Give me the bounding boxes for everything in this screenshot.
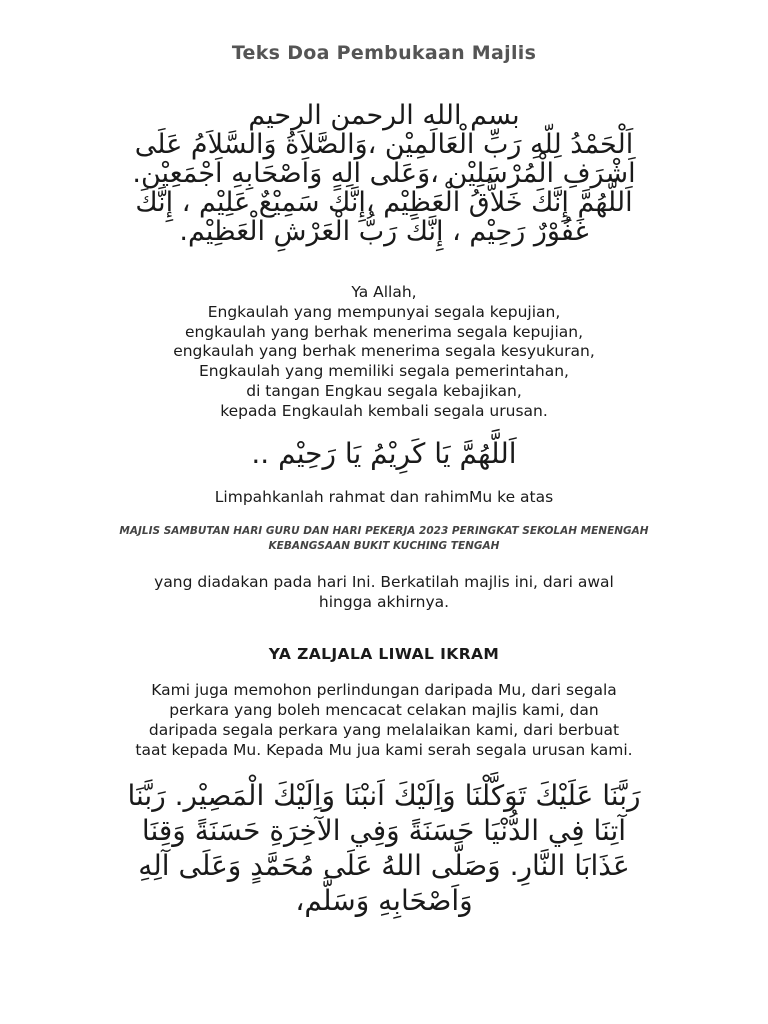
paragraph-line: daripada segala perkara yang melalaikan kami, dari berbuat [148,721,620,739]
event-line: MAJLIS SAMBUTAN HARI GURU DAN HARI PEKERJA 2023 PERINGKAT SEKOLAH MENENGAH [119,525,649,537]
arabic-line: بسم الله الرحمن الرحيم [248,100,520,131]
arabic-opening-prayer [80,101,688,246]
arabic-closing-prayer [80,778,688,918]
arabic-line: وَاَصْحَابِهِ وَسَلَّم، [295,884,473,917]
diadakan-paragraph [0,572,768,612]
arabic-line: اَللَّهُمَّ إِنَّكَ خَلاَّقُ الْعَظِيْم ،إِنَّكَ سَمِيْعٌ عَلِيْم ، إِنَّكَ [135,187,633,218]
meaning-line: Ya Allah, [351,283,417,301]
meaning-line: engkaulah yang berhak menerima segala kepujian, [184,322,584,341]
paragraph-line: Limpahkanlah rahmat dan rahimMu ke atas [214,488,554,506]
arabic-call [80,439,688,468]
arabic-line: اَللَّهُمَّ يَا كَرِيْمُ يَا رَحِيْم .. [251,437,517,470]
paragraph-line: perkara yang boleh mencacat celakan majlis kami, dan [169,701,599,719]
paragraph-line: hingga akhirnya. [318,593,450,611]
arabic-line: عَذَابَا النَّارِ. وَصَلَّى اللهُ عَلَى مُحَمَّدٍ وَعَلَى آلِهِ [138,849,630,882]
event-name [0,524,768,554]
arabic-line: رَبَّنَا عَلَيْكَ تَوَكَّلْنَا وَاِلَيْكَ اَنبْنَا وَاِلَيْكَ الْمَصِيْر. رَبَّنَا [127,779,641,812]
arabic-line: آتِنَا فِي الدُّنْيَا حَسَنَةً وَفِي الآخِرَةِ حَسَنَةً وَقِنَا [141,814,627,847]
prayer-meaning [0,283,768,422]
limpahkan-paragraph [0,487,768,507]
arabic-line: غَفُوْرٌ رَحِيْم ، إِنَّكَ رَبُّ الْعَرْشِ الْعَظِيْم. [179,216,589,247]
meaning-line: engkaulah yang berhak menerima segala kesyukuran, [173,342,595,361]
arabic-line: اَشْرَفِ الْمُرْسَلِيْن ،وَعَلَى اَلِهِ وَاَصْحَابِهِ اَجْمَعِيْن. [132,158,636,189]
arabic-line: اَلْحَمْدُ لِلّهِ رَبِّ الْعَالَمِيْن ،وَالصَّلاَةُ وَالسَّلاَمُ عَلَى [134,129,634,160]
meaning-line: kepada Engkaulah kembali segala urusan. [220,401,548,420]
meaning-line: di tangan Engkau segala kebajikan, [246,381,522,400]
paragraph-line: Kami juga memohon perlindungan daripada Mu, dari segala [151,681,617,699]
meaning-line: Engkaulah yang memiliki segala pemerintahan, [198,362,569,381]
event-line: KEBANGSAAN BUKIT KUCHING TENGAH [268,540,500,552]
paragraph-line: taat kepada Mu. Kepada Mu jua kami serah segala urusan kami. [135,741,633,759]
section-heading: YA ZALJALA LIWAL IKRAM [268,645,500,663]
memohon-paragraph [0,680,768,760]
page-title: Teks Doa Pembukaan Majlis [231,42,537,64]
paragraph-line: yang diadakan pada hari Ini. Berkatilah majlis ini, dari awal [154,573,614,591]
meaning-line: Engkaulah yang mempunyai segala kepujian, [207,302,561,321]
